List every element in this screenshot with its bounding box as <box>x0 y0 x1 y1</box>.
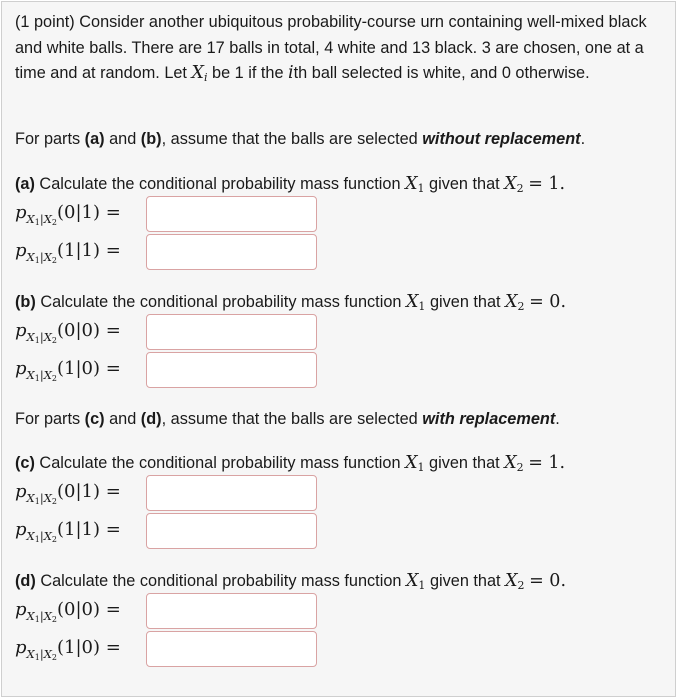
part-c-row-1 <box>15 475 317 511</box>
without-replacement-note: For parts (a) and (b), assume that the balls are selected without replacement. <box>15 130 586 148</box>
problem-content <box>15 10 670 662</box>
part-b-heading: (b) Calculate the conditional probability mass function $X_1$ given that $X_2 = 0$. <box>15 292 567 313</box>
pmf-label: $p_{X1|X2}(1|0)$ = <box>15 357 121 383</box>
pmf-label: $p_{X1|X2}(1|1)$ = <box>15 239 121 265</box>
part-a-heading: (a) Calculate the conditional probability mass function $X_1$ given that $X_2 = 1$. <box>15 174 566 195</box>
part-c-heading: (c) Calculate the conditional probability mass function $X_1$ given that $X_2 = 1$. <box>15 453 566 474</box>
pmf-label: $p_{X1|X2}(0|0)$ = <box>15 598 121 624</box>
part-d-row-2 <box>15 631 317 667</box>
part-c-answer-1-input[interactable] <box>146 475 317 511</box>
part-a-answer-1-input[interactable] <box>146 196 317 232</box>
with-replacement-note: For parts (c) and (d), assume that the balls are selected with replacement. <box>15 410 560 428</box>
part-b-answer-1-input[interactable] <box>146 314 317 350</box>
part-d-answer-2-input[interactable] <box>146 631 317 667</box>
part-c-answer-2-input[interactable] <box>146 513 317 549</box>
part-a-answer-2-input[interactable] <box>146 234 317 270</box>
pmf-label: $p_{X1|X2}(1|0)$ = <box>15 636 121 662</box>
problem-intro: (1 point) Consider another ubiquitous probability-course urn containing well-mixed black and white balls. There are 17 balls in total, 4 white and 13 black. 3 are chosen, one at a time and at random. Let $X_i$ be 1 if the ith ball selected is white, and 0 otherwise. <box>15 13 647 84</box>
pmf-label: $p_{X1|X2}(0|0)$ = <box>15 319 121 345</box>
pmf-label: $p_{X1|X2}(0|1)$ = <box>15 480 121 506</box>
part-b-row-2 <box>15 352 317 388</box>
pmf-label: $p_{X1|X2}(1|1)$ = <box>15 518 121 544</box>
part-a-row-2 <box>15 234 317 270</box>
part-d-heading: (d) Calculate the conditional probability mass function $X_1$ given that $X_2 = 0$. <box>15 571 567 592</box>
part-b-answer-2-input[interactable] <box>146 352 317 388</box>
problem-card <box>1 1 676 697</box>
pmf-label: $p_{X1|X2}(0|1)$ = <box>15 201 121 227</box>
part-d-row-1 <box>15 593 317 629</box>
part-c-row-2 <box>15 513 317 549</box>
part-b-row-1 <box>15 314 317 350</box>
part-d-answer-1-input[interactable] <box>146 593 317 629</box>
part-a-row-1 <box>15 196 317 232</box>
